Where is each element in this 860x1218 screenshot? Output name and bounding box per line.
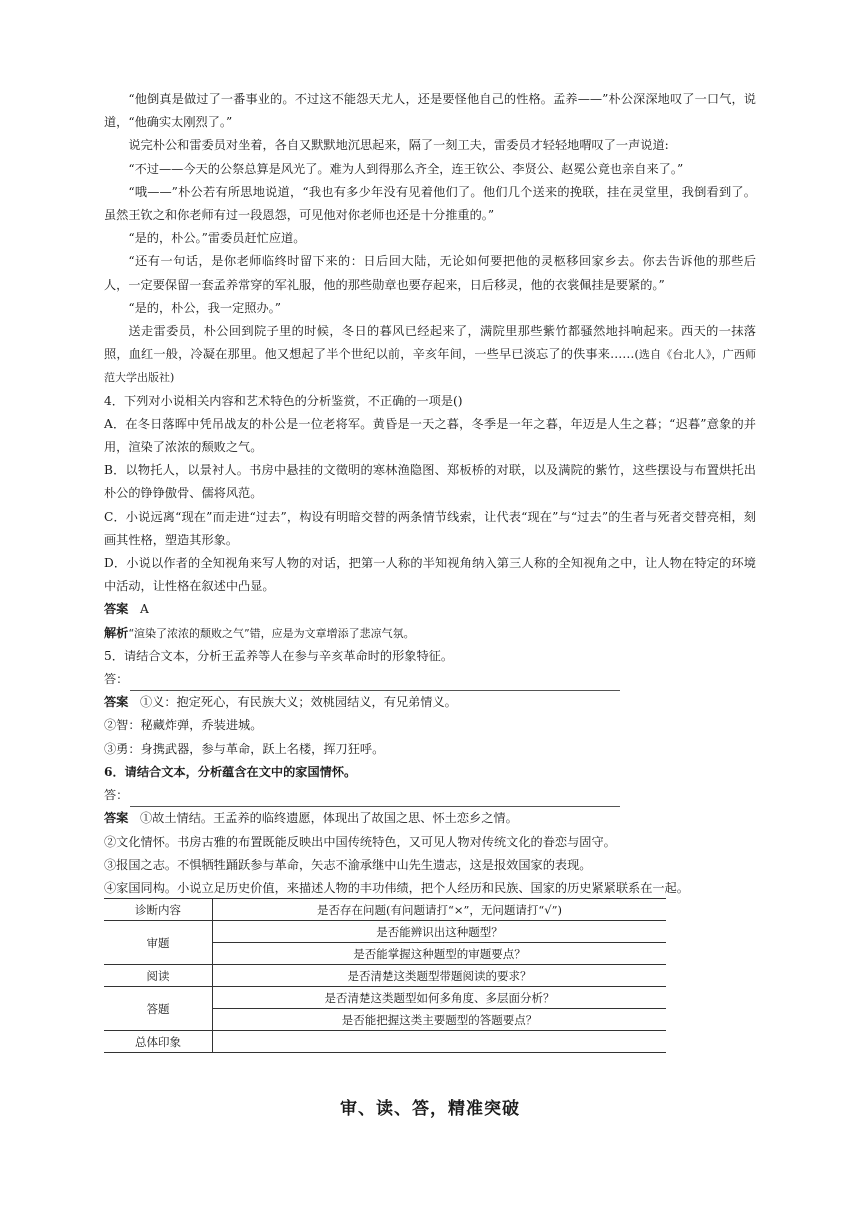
question-6-stem: 6．请结合文本，分析蕴含在文中的家国情怀。 — [104, 764, 357, 779]
question-5-stem: 5．请结合文本，分析王孟养等人在参与辛亥革命时的形象特征。 — [104, 648, 454, 663]
story-paragraph: 说完朴公和雷委员对坐着，各自又默默地沉思起来，隔了一刻工夫，雷委员才轻轻地喟叹了一声说道: — [128, 138, 669, 153]
option-c: C．小说远离“现在”而走进“过去”，构设有明暗交替的两条情节线索，让代表“现在”与“过去”的生者与死者交替亮相，刻画其性格，塑造其形象。 — [104, 509, 756, 547]
story-paragraph: “是的，朴公。”雷委员赶忙应道。 — [128, 231, 306, 246]
table-cell[interactable]: 是否能把握这类主要题型的答题要点？ — [213, 1009, 667, 1031]
q5-answer-line: ③勇：身携武器，参与革命，跃上名楼，挥刀狂呼。 — [104, 741, 385, 756]
story-source: (选自《台北人》，广西师范大学出版社) — [104, 348, 756, 385]
option-d: D．小说以作者的全知视角来写人物的对话，把第一人称的半知视角纳入第三人称的全知视角之中，让人物在特定的环境中活动，让性格在叙述中凸显。 — [104, 556, 756, 594]
answer-prompt: 答： — [104, 788, 129, 803]
table-cell[interactable]: 是否能掌握这种题型的审题要点？ — [213, 943, 667, 965]
story-paragraph: “不过——今天的公祭总算是风光了。难为人到得那么齐全，连王钦公、李贤公、赵冕公竟也亲自来了。” — [128, 161, 684, 176]
analysis-label: 解析 — [104, 625, 129, 640]
table-row — [104, 1031, 666, 1053]
row-label-shenti: 审题 — [104, 921, 213, 965]
table-cell[interactable]: 是否清楚这类题型带题阅读的要求？ — [213, 965, 667, 987]
q4-analysis — [104, 622, 756, 645]
option-b: B．以物托人，以景衬人。书房中悬挂的文徵明的寒林渔隐图、郑板桥的对联，以及满院的紫竹，这些摆设与布置烘托出朴公的铮铮傲骨、儒将风范。 — [104, 463, 756, 501]
table-header-left: 诊断内容 — [104, 899, 213, 921]
q6-answer-line: ④家国同构。小说立足历史价值，来描述人物的丰功伟绩，把个人经历和民族、国家的历史紧紧联系在一起。 — [104, 880, 689, 895]
table-cell-empty[interactable] — [213, 1031, 667, 1053]
answer-text: ①义：抱定死心，有民族大义；效桃园结义，有兄弟情义。 — [140, 695, 457, 710]
table-row — [104, 921, 666, 943]
table-row — [104, 899, 666, 921]
answer-line[interactable] — [130, 791, 620, 807]
q4-answer — [104, 598, 756, 621]
answer-label: 答案 — [104, 695, 129, 710]
table-row — [104, 965, 666, 987]
answer-line[interactable] — [130, 675, 620, 691]
answer-label: 答案 — [104, 602, 129, 617]
option-a: A．在冬日落晖中凭吊战友的朴公是一位老将军。黄昏是一天之暮，冬季是一年之暮，年迈是人生之暮；“迟暮”意象的并用，渲染了浓浓的颓败之气。 — [104, 416, 756, 455]
q6-answer — [104, 807, 756, 830]
row-label-dati: 答题 — [104, 987, 213, 1031]
document-body — [104, 88, 756, 900]
story-paragraph: “是的，朴公，我一定照办。” — [128, 300, 282, 315]
row-label-zongti: 总体印象 — [104, 1031, 213, 1053]
answer-label: 答案 — [104, 811, 129, 826]
q6-answer-blank — [104, 784, 756, 807]
q5-answer-line: ②智：秘藏炸弹，乔装进城。 — [104, 718, 263, 733]
analysis-text: “渲染了浓浓的颓败之气”错，应是为文章增添了悲凉气氛。 — [128, 626, 415, 640]
story-paragraph: “哦——”朴公若有所思地说道，“我也有多少年没有见着他们了。他们几个送来的挽联，挂在灵堂里，我倒看到了。虽然王钦之和你老师有过一段恩怨，可见他对你老师也还是十分推重的。” — [104, 184, 756, 223]
table-row — [104, 987, 666, 1009]
q5-answer-blank — [104, 668, 756, 691]
diagnosis-table — [104, 898, 666, 1053]
story-text: 送走雷委员，朴公回到院子里的时候，冬日的暮风已经起来了，满院里那些紫竹都骚然地抖响起来。西天的一抹落照，血红一般，冷凝在那里。他又想起了半个世纪以前，辛亥年间，一些早已淡忘了的佚事来…… — [104, 324, 756, 362]
story-paragraph: “还有一句话，是你老师临终时留下来的：日后回大陆，无论如何要把他的灵柩移回家乡去。你去告诉他的那些后人，一定要保留一套孟养常穿的军礼服，他的那些勋章也要存起来，日后移灵，他的衣裳佩挂是要紧的。” — [104, 254, 756, 292]
question-4-stem: 4．下列对小说相关内容和艺术特色的分析鉴赏，不正确的一项是() — [104, 393, 463, 408]
q5-answer — [104, 691, 756, 714]
table-cell[interactable]: 是否清楚这类题型如何多角度、多层面分析？ — [213, 987, 667, 1009]
q6-answer-line: ③报国之志。不惧牺牲踊跃参与革命，矢志不渝承继中山先生遗志，这是报效国家的表现。 — [104, 857, 592, 872]
answer-prompt: 答： — [104, 672, 129, 687]
story-paragraph — [104, 320, 756, 390]
q6-answer-line: ②文化情怀。书房古雅的布置既能反映出中国传统特色，又可见人物对传统文化的眷恋与固守。 — [104, 834, 616, 849]
section-heading: 审、读、答，精准突破 — [340, 1099, 520, 1119]
table-header-right: 是否存在问题(有问题请打“×”，无问题请打“√”) — [213, 899, 667, 921]
row-label-yuedu: 阅读 — [104, 965, 213, 987]
story-paragraph: “他倒真是做过了一番事业的。不过这不能怨天尤人，还是要怪他自己的性格。孟养——”朴公深深地叹了一口气，说道，“他确实太刚烈了。” — [104, 92, 756, 130]
answer-value: A — [140, 602, 149, 617]
table-cell[interactable]: 是否能辨识出这种题型？ — [213, 921, 667, 943]
answer-text: ①故土情结。王孟养的临终遗愿，体现出了故国之思、怀土恋乡之情。 — [140, 811, 518, 826]
